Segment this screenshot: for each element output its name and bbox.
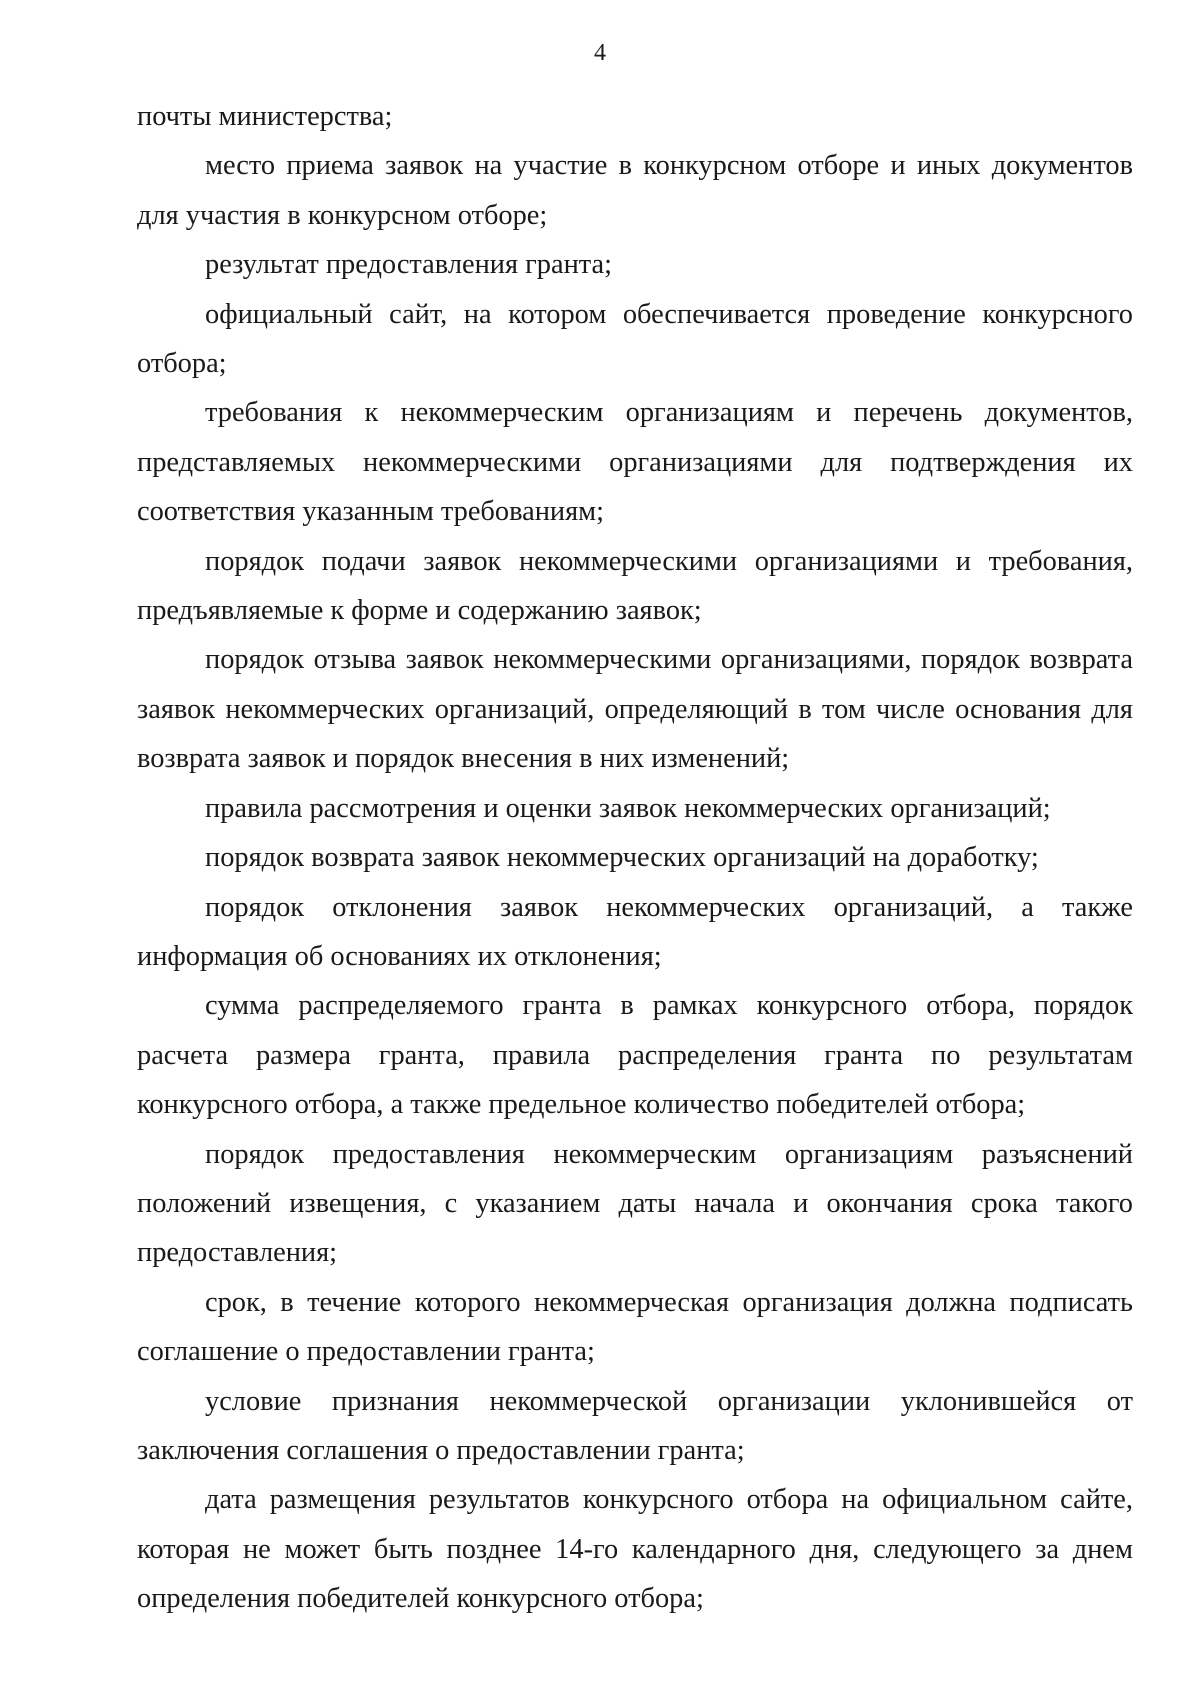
- page-number: 4: [594, 40, 606, 66]
- paragraph: порядок подачи заявок некоммерческими организациями и требования, предъявляемые к форме и содержанию заявок;: [137, 545, 1133, 627]
- paragraph: порядок отзыва заявок некоммерческими организациями, порядок возврата заявок некоммерческих организаций, определяющий в том числе основания для возврата заявок и порядок внесения в них изменений;: [137, 644, 1133, 775]
- paragraph: порядок возврата заявок некоммерческих организаций на доработку;: [205, 842, 1039, 874]
- paragraph: дата размещения результатов конкурсного отбора на официальном сайте, которая не может быть позднее 14-го календарного дня, следующего за днем определения победителей конкурсного отбора;: [137, 1484, 1133, 1615]
- paragraph: порядок предоставления некоммерческим организациям разъяснений положений извещения, с указанием даты начала и окончания срока такого предоставления;: [137, 1138, 1133, 1269]
- paragraph: результат предоставления гранта;: [205, 249, 613, 281]
- paragraph: правила рассмотрения и оценки заявок некоммерческих организаций;: [205, 792, 1051, 824]
- paragraph: почты министерства;: [137, 101, 393, 132]
- document-body: [137, 92, 1133, 1624]
- paragraph: официальный сайт, на котором обеспечивается проведение конкурсного отбора;: [137, 298, 1133, 380]
- paragraph: требования к некоммерческим организациям и перечень документов, представляемых некоммерческими организациями для подтверждения их соответствия указанным требованиям;: [137, 397, 1133, 528]
- paragraph: условие признания некоммерческой организации уклонившейся от заключения соглашения о предоставлении гранта;: [137, 1385, 1133, 1466]
- paragraph: срок, в течение которого некоммерческая организация должна подписать соглашение о предоставлении гранта;: [137, 1286, 1133, 1368]
- paragraph: порядок отклонения заявок некоммерческих организаций, а также информация об основаниях их отклонения;: [137, 891, 1133, 972]
- paragraph: место приема заявок на участие в конкурсном отборе и иных документов для участия в конкурсном отборе;: [137, 150, 1133, 231]
- paragraph: сумма распределяемого гранта в рамках конкурсного отбора, порядок расчета размера гранта, правила распределения гранта по результатам конкурсного отбора, а также предельное количество победителей отбора;: [137, 990, 1133, 1121]
